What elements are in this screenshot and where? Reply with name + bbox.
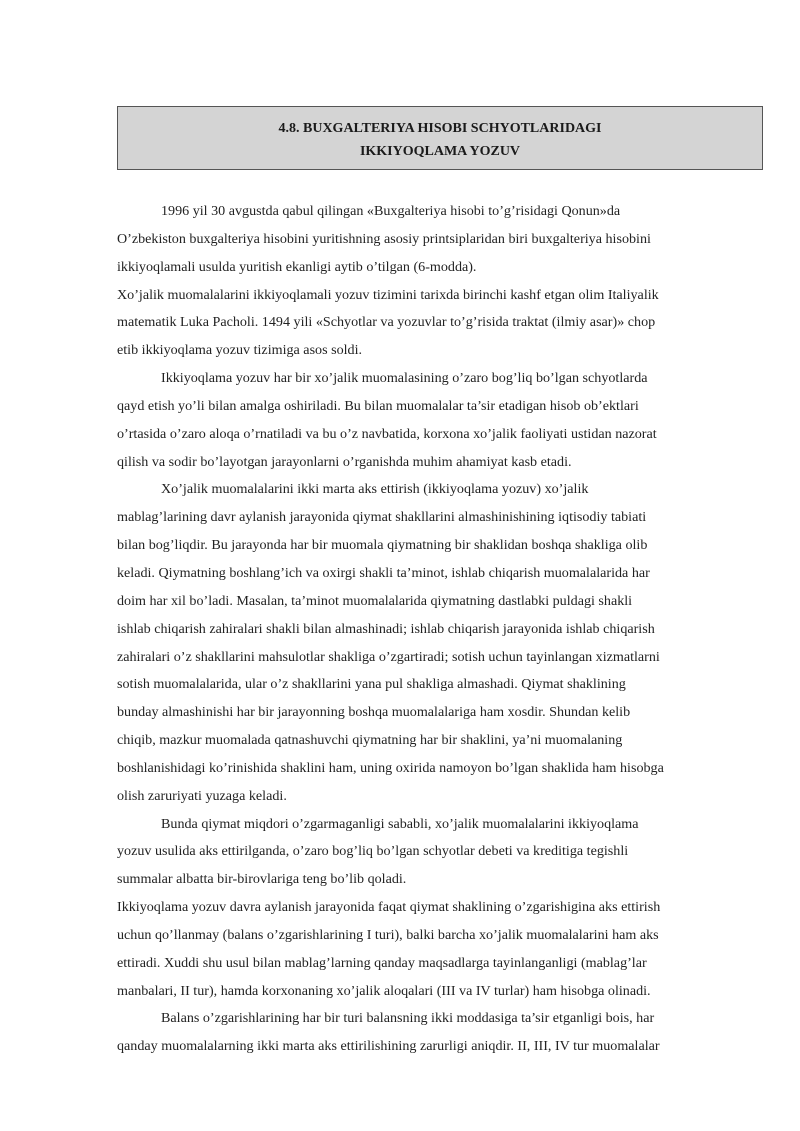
body-line: chiqib, mazkur muomalada qatnashuvchi qiymatning har bir shaklini, ya’ni muomalaning	[117, 732, 623, 749]
section-title-line-1: 4.8. BUXGALTERIYA HISOBI SCHYOTLARIDAGI	[278, 121, 602, 136]
body-line: ikkiyoqlamali usulda yuritish ekanligi aytib o’tilgan (6-modda).	[117, 258, 477, 275]
body-line: olish zaruriyati yuzaga keladi.	[117, 787, 287, 804]
body-line: zahiralari o’z shakllarini mahsulotlar shakliga o’zgartiradi; sotish uchun tayinlangan xizmatlarni	[117, 648, 660, 665]
body-line: qanday muomalalarning ikki marta aks ettirilishining zarurligi aniqdir. II, III, IV tur muomalalar	[117, 1038, 660, 1055]
body-line: Xo’jalik muomalalarini ikkiyoqlamali yozuv tizimini tarixda birinchi kashf etgan olim Italiyalik	[117, 286, 659, 303]
body-line: boshlanishidagi ko’rinishida shaklini ham, uning oxirida namoyon bo’lgan shaklida ham hisobga	[117, 759, 664, 776]
body-line: bunday almashinishi har bir jarayonning boshqa muomalalariga ham xosdir. Shundan kelib	[117, 704, 631, 721]
body-line: matematik Luka Pacholi. 1494 yili «Schyotlar va yozuvlar to’g’risida traktat (ilmiy asar)» chop	[117, 314, 656, 331]
body-line: ishlab chiqarish zahiralari shakli bilan almashinadi; ishlab chiqarish jarayonida ishlab chiqarish	[117, 620, 655, 637]
body-line: 1996 yil 30 avgustda qabul qilingan «Buxgalteriya hisobi to’g’risidagi Qonun»da	[161, 203, 621, 219]
body-line: yozuv usulida aks ettirilganda, o’zaro bog’liq bo’lgan schyotlar debeti va kreditiga tegishli	[117, 843, 629, 860]
body-line: Balans o’zgarishlarining har bir turi balansning ikki moddasiga ta’sir etganligi bois, har	[161, 1010, 655, 1027]
body-line: Xo’jalik muomalalarini ikki marta aks ettirish (ikkiyoqlama yozuv) xo’jalik	[161, 481, 589, 498]
body-line: Bunda qiymat miqdori o’zgarmaganligi sababli, xo’jalik muomalalarini ikkiyoqlama	[161, 815, 639, 832]
body-line: etib ikkiyoqlama yozuv tizimiga asos soldi.	[117, 342, 363, 359]
body-line: summalar albatta bir-birovlariga teng bo’lib qoladi.	[117, 871, 407, 888]
body-line: keladi. Qiymatning boshlang’ich va oxirgi shakli ta’minot, ishlab chiqarish muomalalarida har	[117, 564, 650, 581]
body-line: bilan bog’liqdir. Bu jarayonda har bir muomala qiymatning bir shaklidan boshqa shakliga olib	[117, 537, 648, 554]
body-line: manbalari, II tur), hamda korxonaning xo’jalik aloqalari (III va IV turlar) ham hisobga olinadi.	[117, 982, 651, 999]
body-line: Ikkiyoqlama yozuv har bir xo’jalik muomalasining o’zaro bog’liq bo’lgan schyotlarda	[161, 370, 648, 387]
body-line: qilish va sodir bo’layotgan jarayonlarni o’rganishda muhim ahamiyat kasb etadi.	[117, 453, 572, 470]
section-title-line-2: IKKIYOQLAMA YOZUV	[359, 144, 521, 159]
body-line: mablag’larining davr aylanish jarayonida qiymat shakllarini almashinishining iqtisodiy tabiati	[117, 509, 647, 526]
body-line: sotish muomalalarida, ular o’z shakllarini yana pul shakliga almashadi. Qiymat shaklining	[117, 676, 626, 693]
section-title-box	[117, 106, 763, 170]
body-line: O’zbekiston buxgalteriya hisobini yuritishning asosiy printsiplaridan biri buxgalteriya hisobini	[117, 230, 651, 247]
body-line: Ikkiyoqlama yozuv davra aylanish jarayonida faqat qiymat shaklining o’zgarishigina aks ettirish	[117, 899, 661, 916]
body-line: uchun qo’llanmay (balans o’zgarishlarining I turi), balki barcha xo’jalik muomalalarini ham aks	[117, 926, 659, 943]
body-text	[117, 198, 741, 1061]
body-line: doim har xil bo’ladi. Masalan, ta’minot muomalalarida qiymatning dastlabki puldagi shakli	[117, 592, 633, 609]
body-line: qayd etish yo’li bilan amalga oshiriladi. Bu bilan muomalalar ta’sir etadigan hisob ob’ektlari	[117, 397, 639, 414]
body-line: o’rtasida o’zaro aloqa o’rnatiladi va bu o’z navbatida, korxona xo’jalik faoliyati ustidan nazorat	[117, 425, 657, 442]
body-line: ettiradi. Xuddi shu usul bilan mablag’larning qanday maqsadlarga tayinlanganligi (mablag’lar	[117, 954, 647, 971]
